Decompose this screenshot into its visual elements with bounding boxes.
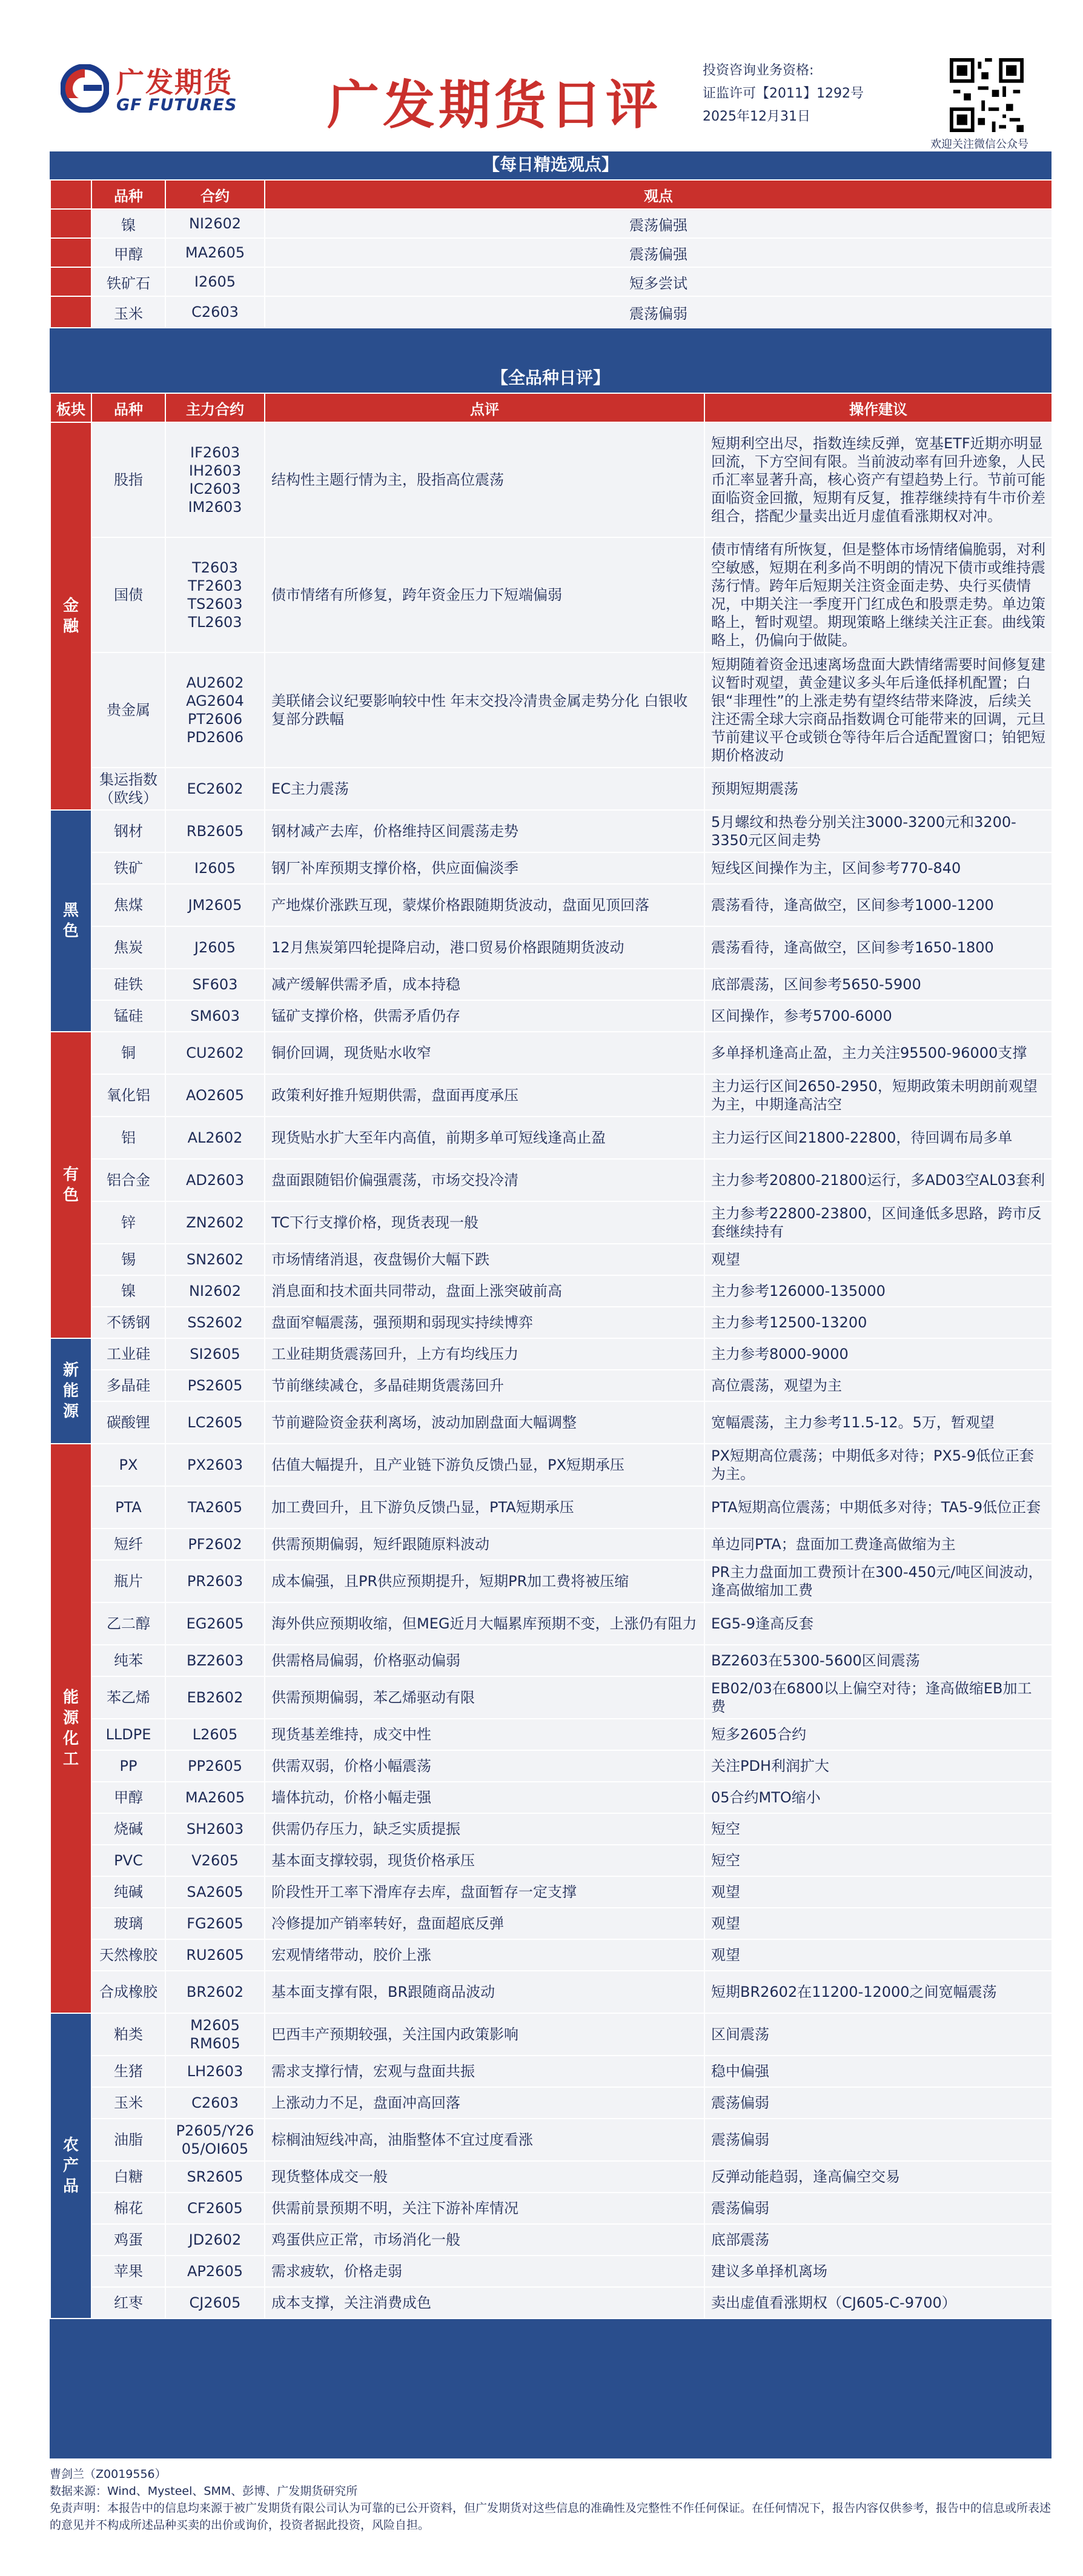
review-row <box>50 1782 1052 1813</box>
advice-cell: 主力参考22800-23800，区间逢低多思路，跨市反套继续持有 <box>704 1201 1052 1244</box>
comment-cell: 供需预期偏弱，苯乙烯驱动有限 <box>265 1676 704 1719</box>
variety-cell: 硅铁 <box>91 969 165 1000</box>
report-card <box>50 151 1052 2458</box>
advice-cell: PX短期高位震荡；中期低多对待；PX5-9低位正套为主。 <box>704 1444 1052 1486</box>
comment-cell: 12月焦炭第四轮提降启动，港口贸易价格跟随期货波动 <box>265 926 704 969</box>
review-row <box>50 1719 1052 1750</box>
license-line: 投资咨询业务资格: <box>703 63 814 78</box>
col-header: 点评 <box>265 393 704 422</box>
contract-cell: AD2603 <box>165 1159 265 1201</box>
contract-cell: BZ2603 <box>165 1645 265 1676</box>
variety-cell: 不锈钢 <box>91 1307 165 1338</box>
review-row <box>50 1000 1052 1032</box>
advice-cell: 短空 <box>704 1813 1052 1845</box>
contract-cell: MA2605 <box>165 238 265 267</box>
contract-cell: SN2602 <box>165 1244 265 1275</box>
daily-pick-row <box>50 209 1052 238</box>
advice-cell: 短期随着资金迅速离场盘面大跌情绪需要时间修复建议暂时观望，黄金建议多头年后逢低择机配置；白银“非理性”的上涨走势有望终结带来降波，后续关注还需全球大宗商品指数调仓可能带来的回调，元旦节前建议平仓或锁仓等待年后合适配置窗口；铂钯短期价格波动 <box>704 652 1052 768</box>
advice-cell: 单边同PTA；盘面加工费逢高做缩为主 <box>704 1529 1052 1560</box>
review-row <box>50 1845 1052 1876</box>
variety-cell: 铜 <box>91 1032 165 1074</box>
daily-picks-header-row <box>50 180 1052 209</box>
contract-cell: CF2605 <box>165 2193 265 2224</box>
variety-cell: PP <box>91 1750 165 1782</box>
contract-cell: SR2605 <box>165 2161 265 2193</box>
comment-cell: 冷修提加产销率转好，盘面超底反弹 <box>265 1908 704 1939</box>
contract-cell: C2603 <box>165 296 265 328</box>
comment-cell: 棕榈油短线冲高，油脂整体不宜过度看涨 <box>265 2119 704 2161</box>
contract-cell: PP2605 <box>165 1750 265 1782</box>
variety-cell: 焦煤 <box>91 884 165 926</box>
variety-cell: 铝 <box>91 1117 165 1159</box>
advice-cell: 短空 <box>704 1845 1052 1876</box>
contract-cell: L2605 <box>165 1719 265 1750</box>
review-row <box>50 2224 1052 2256</box>
contract-cell: CU2602 <box>165 1032 265 1074</box>
review-row <box>50 1486 1052 1529</box>
variety-cell: 生猪 <box>91 2056 165 2087</box>
comment-cell: 现货整体成交一般 <box>265 2161 704 2193</box>
full-review-title: 【全品种日评】 <box>50 365 1052 391</box>
advice-cell: 稳中偏强 <box>704 2056 1052 2087</box>
review-row <box>50 2056 1052 2087</box>
contract-cell: I2605 <box>165 267 265 296</box>
advice-cell: 主力参考126000-135000 <box>704 1275 1052 1307</box>
review-row <box>50 2087 1052 2119</box>
comment-cell: 盘面窄幅震荡，强预期和弱现实持续博弈 <box>265 1307 704 1338</box>
contract-cell: M2605 RM605 <box>165 2013 265 2056</box>
company-logo <box>61 61 248 121</box>
variety-cell: 纯苯 <box>91 1645 165 1676</box>
variety-cell: 钢材 <box>91 810 165 852</box>
review-row <box>50 852 1052 884</box>
variety-cell: 棉花 <box>91 2193 165 2224</box>
comment-cell: 需求支撑行情，宏观与盘面共振 <box>265 2056 704 2087</box>
review-row <box>50 537 1052 652</box>
advice-cell: 05合约MTO缩小 <box>704 1782 1052 1813</box>
review-row <box>50 969 1052 1000</box>
variety-cell: 纯碱 <box>91 1876 165 1908</box>
advice-cell: PR主力盘面加工费预计在300-450元/吨区间波动，逢高做缩加工费 <box>704 1560 1052 1602</box>
contract-cell: LC2605 <box>165 1401 265 1444</box>
report-header <box>0 0 1083 151</box>
comment-cell: 巴西丰产预期较强，关注国内政策影响 <box>265 2013 704 2056</box>
license-info <box>703 59 864 128</box>
comment-cell: 海外供应预期收缩，但MEG近月大幅累库预期不变，上涨仍有阻力 <box>265 1602 704 1645</box>
comment-cell: 基本面支撑有限，BR跟随商品波动 <box>265 1971 704 2013</box>
page-title: 广发期货日评 <box>327 75 661 136</box>
review-row <box>50 1201 1052 1244</box>
contract-cell: AP2605 <box>165 2256 265 2287</box>
review-row <box>50 1074 1052 1117</box>
review-row <box>50 1307 1052 1338</box>
comment-cell: 供需预期偏弱，短纤跟随原料波动 <box>265 1529 704 1560</box>
advice-cell: 多单择机逢高止盈，主力关注95500-96000支撑 <box>704 1032 1052 1074</box>
variety-cell: 锡 <box>91 1244 165 1275</box>
variety-cell: 红枣 <box>91 2287 165 2319</box>
comment-cell: 阶段性开工率下滑库存去库，盘面暂存一定支撑 <box>265 1876 704 1908</box>
comment-cell: 政策利好推升短期供需，盘面再度承压 <box>265 1074 704 1117</box>
variety-cell: 瓶片 <box>91 1560 165 1602</box>
review-row <box>50 2119 1052 2161</box>
contract-cell: RU2605 <box>165 1939 265 1971</box>
advice-cell: 预期短期震荡 <box>704 768 1052 810</box>
contract-cell: P2605/Y26 05/OI605 <box>165 2119 265 2161</box>
view-cell: 震荡偏弱 <box>265 296 1052 328</box>
contract-cell: V2605 <box>165 1845 265 1876</box>
contract-cell: ZN2602 <box>165 1201 265 1244</box>
comment-cell: 结构性主题行情为主，股指高位震荡 <box>265 422 704 537</box>
comment-cell: 供需前景预期不明，关注下游补库情况 <box>265 2193 704 2224</box>
advice-cell: 主力运行区间2650-2950，短期政策未明朗前观望为主，中期逢高沽空 <box>704 1074 1052 1117</box>
review-row <box>50 1971 1052 2013</box>
contract-cell: JD2602 <box>165 2224 265 2256</box>
comment-cell: 铜价回调，现货贴水收窄 <box>265 1032 704 1074</box>
review-row <box>50 2013 1052 2056</box>
advice-cell: 主力参考12500-13200 <box>704 1307 1052 1338</box>
sources-line: 数据来源：Wind、Mysteel、SMM、彭博、广发期货研究所 <box>50 2485 358 2498</box>
review-row <box>50 2287 1052 2319</box>
variety-cell: 工业硅 <box>91 1338 165 1370</box>
variety-cell: 锌 <box>91 1201 165 1244</box>
variety-cell: 锰硅 <box>91 1000 165 1032</box>
col-header: 操作建议 <box>704 393 1052 422</box>
comment-cell: 现货贴水扩大至年内高值，前期多单可短线逢高止盈 <box>265 1117 704 1159</box>
review-row <box>50 1444 1052 1486</box>
variety-cell: 焦炭 <box>91 926 165 969</box>
variety-cell: 苹果 <box>91 2256 165 2287</box>
band-cell <box>50 209 91 238</box>
comment-cell: 盘面跟随铝价偏强震荡，市场交投冷清 <box>265 1159 704 1201</box>
advice-cell: BZ2603在5300-5600区间震荡 <box>704 1645 1052 1676</box>
contract-cell: NI2602 <box>165 1275 265 1307</box>
band-cell <box>50 296 91 328</box>
variety-cell: 镍 <box>91 209 165 238</box>
advice-cell: 震荡看待，逢高做空，区间参考1000-1200 <box>704 884 1052 926</box>
variety-cell: 甲醇 <box>91 1782 165 1813</box>
variety-cell: 短纤 <box>91 1529 165 1560</box>
variety-cell: 铁矿 <box>91 852 165 884</box>
logo-cn-text: 广发期货 <box>116 66 233 99</box>
contract-cell: LH2603 <box>165 2056 265 2087</box>
contract-cell: IF2603 IH2603 IC2603 IM2603 <box>165 422 265 537</box>
col-header: 主力合约 <box>165 393 265 422</box>
report-footer <box>50 2466 1052 2534</box>
review-row <box>50 768 1052 810</box>
advice-cell: 主力运行区间21800-22800，待回调布局多单 <box>704 1117 1052 1159</box>
sector-cell: 金 融 <box>50 422 91 810</box>
review-row <box>50 1275 1052 1307</box>
band-cell <box>50 180 91 209</box>
col-header: 观点 <box>265 180 1052 209</box>
variety-cell: 镍 <box>91 1275 165 1307</box>
full-review-header-row <box>50 393 1052 422</box>
contract-cell: FG2605 <box>165 1908 265 1939</box>
comment-cell: 工业硅期货震荡回升，上方有均线压力 <box>265 1338 704 1370</box>
advice-cell: 震荡看待，逢高做空，区间参考1650-1800 <box>704 926 1052 969</box>
review-row <box>50 1939 1052 1971</box>
variety-cell: 铝合金 <box>91 1159 165 1201</box>
contract-cell: T2603 TF2603 TS2603 TL2603 <box>165 537 265 652</box>
review-row <box>50 1560 1052 1602</box>
sector-cell: 能 源 化 工 <box>50 1444 91 2013</box>
contract-cell: PS2605 <box>165 1370 265 1401</box>
col-header: 板块 <box>50 393 91 422</box>
comment-cell: EC主力震荡 <box>265 768 704 810</box>
daily-picks-table <box>50 179 1053 328</box>
advice-cell: 区间操作，参考5700-6000 <box>704 1000 1052 1032</box>
comment-cell: 加工费回升，且下游负反馈凸显，PTA短期承压 <box>265 1486 704 1529</box>
variety-cell: 甲醇 <box>91 238 165 267</box>
advice-cell: 观望 <box>704 1876 1052 1908</box>
daily-pick-row <box>50 296 1052 328</box>
advice-cell: 债市情绪有所恢复，但是整体市场情绪偏脆弱，对利空敏感，短期在利多尚不明朗的情况下债市或维持震荡行情。跨年后短期关注资金面走势、央行买债情况，中期关注一季度开门红成色和股票走势。单边策略上，暂时观望。期现策略上继续关注正套。曲线策略上，仍偏向于做陡。 <box>704 537 1052 652</box>
variety-cell: 烧碱 <box>91 1813 165 1845</box>
comment-cell: 节前继续减仓，多晶硅期货震荡回升 <box>265 1370 704 1401</box>
contract-cell: TA2605 <box>165 1486 265 1529</box>
advice-cell: 观望 <box>704 1908 1052 1939</box>
variety-cell: 天然橡胶 <box>91 1939 165 1971</box>
advice-cell: PTA短期高位震荡；中期低多对待；TA5-9低位正套 <box>704 1486 1052 1529</box>
qr-caption: 欢迎关注微信公众号 <box>930 138 1028 151</box>
advice-cell: 反弹动能趋弱，逢高偏空交易 <box>704 2161 1052 2193</box>
advice-cell: 震荡偏弱 <box>704 2119 1052 2161</box>
advice-cell: 观望 <box>704 1939 1052 1971</box>
review-row <box>50 1602 1052 1645</box>
comment-cell: 基本面支撑较弱，现货价格承压 <box>265 1845 704 1876</box>
comment-cell: 墙体抗动，价格小幅走强 <box>265 1782 704 1813</box>
contract-cell: C2603 <box>165 2087 265 2119</box>
review-row <box>50 1032 1052 1074</box>
comment-cell: 钢厂补库预期支撑价格，供应面偏淡季 <box>265 852 704 884</box>
variety-cell: 氧化铝 <box>91 1074 165 1117</box>
contract-cell: SA2605 <box>165 1876 265 1908</box>
variety-cell: 贵金属 <box>91 652 165 768</box>
comment-cell: 宏观情绪带动，胶价上涨 <box>265 1939 704 1971</box>
contract-cell: JM2605 <box>165 884 265 926</box>
daily-pick-row <box>50 238 1052 267</box>
comment-cell: 成本支撑，关注消费成色 <box>265 2287 704 2319</box>
review-row <box>50 1244 1052 1275</box>
review-row <box>50 1750 1052 1782</box>
contract-cell: SH2603 <box>165 1813 265 1845</box>
sector-cell: 农 产 品 <box>50 2013 91 2319</box>
col-header: 合约 <box>165 180 265 209</box>
variety-cell: 白糖 <box>91 2161 165 2193</box>
report-date: 2025年12月31日 <box>703 109 810 124</box>
contract-cell: NI2602 <box>165 209 265 238</box>
contract-cell: SS2602 <box>165 1307 265 1338</box>
variety-cell: 玉米 <box>91 296 165 328</box>
comment-cell: 消息面和技术面共同带动，盘面上涨突破前高 <box>265 1275 704 1307</box>
advice-cell: 震荡偏弱 <box>704 2087 1052 2119</box>
variety-cell: 乙二醇 <box>91 1602 165 1645</box>
variety-cell: 国债 <box>91 537 165 652</box>
review-row <box>50 2161 1052 2193</box>
comment-cell: 减产缓解供需矛盾，成本持稳 <box>265 969 704 1000</box>
advice-cell: 震荡偏弱 <box>704 2193 1052 2224</box>
comment-cell: 现货基差维持，成交中性 <box>265 1719 704 1750</box>
variety-cell: PTA <box>91 1486 165 1529</box>
comment-cell: 市场情绪消退，夜盘锡价大幅下跌 <box>265 1244 704 1275</box>
license-line: 证监许可【2011】1292号 <box>703 86 864 101</box>
contract-cell: RB2605 <box>165 810 265 852</box>
review-row <box>50 1876 1052 1908</box>
review-row <box>50 1338 1052 1370</box>
comment-cell: 节前避险资金获利离场，波动加剧盘面大幅调整 <box>265 1401 704 1444</box>
comment-cell: 供需双弱，价格小幅震荡 <box>265 1750 704 1782</box>
review-row <box>50 1159 1052 1201</box>
contract-cell: PF2602 <box>165 1529 265 1560</box>
comment-cell: 上涨动力不足，盘面冲高回落 <box>265 2087 704 2119</box>
review-row <box>50 1813 1052 1845</box>
comment-cell: 钢材减产去库，价格维持区间震荡走势 <box>265 810 704 852</box>
review-row <box>50 1117 1052 1159</box>
author-line: 曹剑兰（Z0019556） <box>50 2468 167 2481</box>
comment-cell: 供需格局偏弱，价格驱动偏弱 <box>265 1645 704 1676</box>
contract-cell: CJ2605 <box>165 2287 265 2319</box>
review-row <box>50 1676 1052 1719</box>
advice-cell: 区间震荡 <box>704 2013 1052 2056</box>
contract-cell: AU2602 AG2604 PT2606 PD2606 <box>165 652 265 768</box>
disclaimer-text: 免责声明：本报告中的信息均来源于被广发期货有限公司认为可靠的已公开资料，但广发期货对这些信息的准确性及完整性不作任何保证。在任何情况下，报告内容仅供参考，报告中的信息或所表述的意见并不构成所述品种买卖的出价或询价，投资者据此投资，风险自担。 <box>50 2501 1052 2532</box>
advice-cell: 卖出虚值看涨期权（CJ605-C-9700） <box>704 2287 1052 2319</box>
view-cell: 震荡偏强 <box>265 238 1052 267</box>
variety-cell: PVC <box>91 1845 165 1876</box>
variety-cell: 集运指数 （欧线） <box>91 768 165 810</box>
advice-cell: 高位震荡，观望为主 <box>704 1370 1052 1401</box>
contract-cell: SF603 <box>165 969 265 1000</box>
contract-cell: J2605 <box>165 926 265 969</box>
variety-cell: 铁矿石 <box>91 267 165 296</box>
review-row <box>50 2193 1052 2224</box>
comment-cell: 美联储会议纪要影响较中性 年末交投冷清贵金属走势分化 白银收复部分跌幅 <box>265 652 704 768</box>
review-row <box>50 1645 1052 1676</box>
variety-cell: 苯乙烯 <box>91 1676 165 1719</box>
review-row <box>50 810 1052 852</box>
review-row <box>50 926 1052 969</box>
review-row <box>50 2256 1052 2287</box>
review-row <box>50 884 1052 926</box>
advice-cell: 短期利空出尽，指数连续反弹，宽基ETF近期亦明显回流，下方空间有限。当前波动率有回升迹象，人民币汇率显著升高，核心资产有望趋势上行。节前可能面临资金回撤，短期有反复，推荐继续持有牛市价差组合，搭配少量卖出近月虚值看涨期权对冲。 <box>704 422 1052 537</box>
contract-cell: AL2602 <box>165 1117 265 1159</box>
band-cell <box>50 238 91 267</box>
comment-cell: 锰矿支撑价格，供需矛盾仍存 <box>265 1000 704 1032</box>
comment-cell: 供需仍存压力，缺乏实质提振 <box>265 1813 704 1845</box>
contract-cell: EB2602 <box>165 1676 265 1719</box>
logo-en-text: GF FUTURES <box>116 96 237 115</box>
contract-cell: AO2605 <box>165 1074 265 1117</box>
col-header: 品种 <box>91 393 165 422</box>
variety-cell: 碳酸锂 <box>91 1401 165 1444</box>
comment-cell: 需求疲软，价格走弱 <box>265 2256 704 2287</box>
variety-cell: LLDPE <box>91 1719 165 1750</box>
advice-cell: 主力参考20800-21800运行，多AD03空AL03套利 <box>704 1159 1052 1201</box>
comment-cell: 债市情绪有所修复，跨年资金压力下短端偏弱 <box>265 537 704 652</box>
advice-cell: 底部震荡 <box>704 2224 1052 2256</box>
review-row <box>50 1370 1052 1401</box>
advice-cell: 短多2605合约 <box>704 1719 1052 1750</box>
variety-cell: 玻璃 <box>91 1908 165 1939</box>
advice-cell: 5月螺纹和热卷分别关注3000-3200元和3200-3350元区间走势 <box>704 810 1052 852</box>
comment-cell: TC下行支撑价格，现货表现一般 <box>265 1201 704 1244</box>
variety-cell: 合成橡胶 <box>91 1971 165 2013</box>
contract-cell: EG2605 <box>165 1602 265 1645</box>
comment-cell: 产地煤价涨跌互现，蒙煤价格跟随期货波动，盘面见顶回落 <box>265 884 704 926</box>
review-row <box>50 1529 1052 1560</box>
contract-cell: SI2605 <box>165 1338 265 1370</box>
advice-cell: 主力参考8000-9000 <box>704 1338 1052 1370</box>
sector-cell: 有 色 <box>50 1032 91 1338</box>
sector-cell: 新 能 源 <box>50 1338 91 1444</box>
advice-cell: 短线区间操作为主，区间参考770-840 <box>704 852 1052 884</box>
variety-cell: 股指 <box>91 422 165 537</box>
contract-cell: EC2602 <box>165 768 265 810</box>
view-cell: 短多尝试 <box>265 267 1052 296</box>
advice-cell: 建议多单择机离场 <box>704 2256 1052 2287</box>
review-row <box>50 652 1052 768</box>
gf-logo-icon <box>61 64 109 113</box>
variety-cell: 油脂 <box>91 2119 165 2161</box>
daily-pick-row <box>50 267 1052 296</box>
contract-cell: SM603 <box>165 1000 265 1032</box>
advice-cell: 短期BR2602在11200-12000之间宽幅震荡 <box>704 1971 1052 2013</box>
view-cell: 震荡偏强 <box>265 209 1052 238</box>
review-row <box>50 1401 1052 1444</box>
band-cell <box>50 267 91 296</box>
advice-cell: EG5-9逢高反套 <box>704 1602 1052 1645</box>
variety-cell: 粕类 <box>91 2013 165 2056</box>
contract-cell: PR2603 <box>165 1560 265 1602</box>
contract-cell: MA2605 <box>165 1782 265 1813</box>
variety-cell: PX <box>91 1444 165 1486</box>
full-review-table <box>50 393 1053 2319</box>
comment-cell: 鸡蛋供应正常，市场消化一般 <box>265 2224 704 2256</box>
contract-cell: PX2603 <box>165 1444 265 1486</box>
comment-cell: 成本偏强，且PR供应预期提升，短期PR加工费将被压缩 <box>265 1560 704 1602</box>
advice-cell: 观望 <box>704 1244 1052 1275</box>
contract-cell: I2605 <box>165 852 265 884</box>
sector-cell: 黑 色 <box>50 810 91 1032</box>
qr-code-icon[interactable] <box>950 58 1024 132</box>
advice-cell: 关注PDH利润扩大 <box>704 1750 1052 1782</box>
advice-cell: 宽幅震荡，主力参考11.5-12。5万，暂观望 <box>704 1401 1052 1444</box>
variety-cell: 玉米 <box>91 2087 165 2119</box>
variety-cell: 鸡蛋 <box>91 2224 165 2256</box>
review-row <box>50 1908 1052 1939</box>
advice-cell: 底部震荡，区间参考5650-5900 <box>704 969 1052 1000</box>
contract-cell: BR2602 <box>165 1971 265 2013</box>
advice-cell: EB02/03在6800以上偏空对待；逢高做缩EB加工费 <box>704 1676 1052 1719</box>
daily-picks-title: 【每日精选观点】 <box>50 151 1052 178</box>
review-row <box>50 422 1052 537</box>
comment-cell: 估值大幅提升，且产业链下游负反馈凸显，PX短期承压 <box>265 1444 704 1486</box>
col-header: 品种 <box>91 180 165 209</box>
variety-cell: 多晶硅 <box>91 1370 165 1401</box>
